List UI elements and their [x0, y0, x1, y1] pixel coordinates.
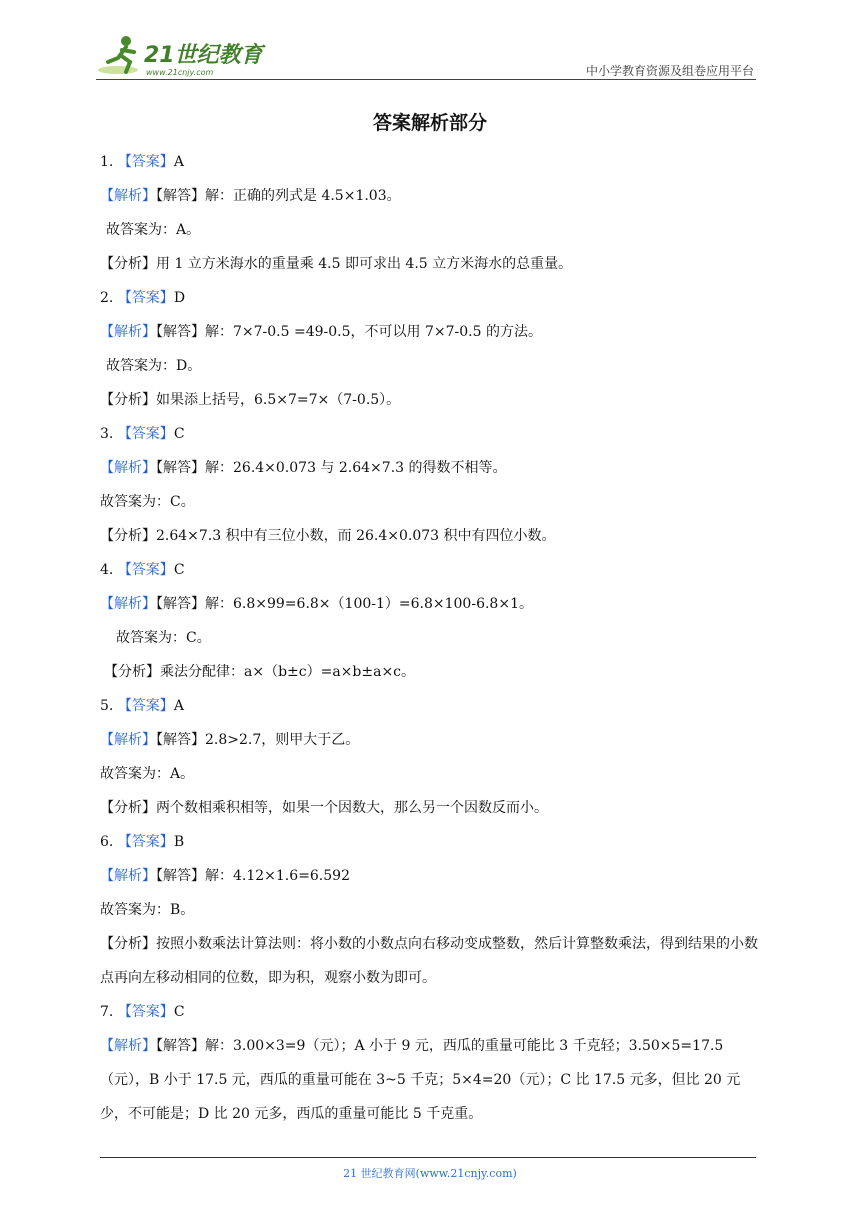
- jieda-tag: 【解答】: [156, 460, 205, 476]
- answer-tag: 【答案】: [117, 698, 174, 714]
- jiexi-tag: 【解析】: [100, 596, 156, 612]
- fenxi-tag: 【分析】: [100, 936, 156, 952]
- page-header: [96, 30, 756, 80]
- jieda-tag: 【解答】: [156, 324, 205, 340]
- solution-text: 解：4.12×1.6=6.592: [205, 868, 350, 884]
- answer-tag: 【答案】: [117, 426, 174, 442]
- fenxi-tag: 【分析】: [104, 664, 160, 680]
- analysis-line: [100, 791, 764, 825]
- answer-value: A: [173, 698, 184, 714]
- conclusion-line: 故答案为：C。: [116, 630, 211, 646]
- analysis-text: 2.64×7.3 积中有三位小数，而 26.4×0.073 积中有四位小数。: [156, 528, 556, 544]
- answer-value: D: [173, 290, 186, 306]
- analysis-line: [100, 247, 764, 281]
- fenxi-tag: 【分析】: [100, 528, 156, 544]
- solution-text: 解：7×7-0.5 =49-0.5，不可以用 7×7-0.5 的方法。: [205, 324, 542, 340]
- jiexi-tag: 【解析】: [100, 1038, 156, 1054]
- conclusion-line: 故答案为：D。: [106, 358, 202, 374]
- fenxi-tag: 【分析】: [100, 800, 156, 816]
- solution-text: 解：3.00×3=9（元）；A 小于 9 元，西瓜的重量可能比 3 千克轻；3.50×5=17.5（元），B 小于 17.5 元，西瓜的重量可能在 3~5 千克；5×4=20（元）；C 比 17.5 元多，但比 20 元少，不可能是；D 比 20 元多，西瓜的重量可能比 5 千克重。: [100, 1038, 741, 1122]
- platform-name: 中小学教育资源及组卷应用平台: [585, 64, 754, 78]
- answer-section: [100, 145, 764, 1131]
- analysis-text: 两个数相乘积相等，如果一个因数大，那么另一个因数反而小。: [156, 800, 548, 816]
- header-divider: [96, 79, 756, 80]
- solution-text: 2.8>2.7，则甲大于乙。: [205, 732, 360, 748]
- solution-line: [100, 859, 764, 893]
- jiexi-tag: 【解析】: [100, 460, 156, 476]
- analysis-text: 用 1 立方米海水的重量乘 4.5 即可求出 4.5 立方米海水的总重量。: [156, 256, 573, 272]
- question-number: 7.: [100, 1004, 114, 1020]
- logo-url: www.21cnjy.com: [146, 68, 214, 77]
- jieda-tag: 【解答】: [156, 868, 205, 884]
- answer-tag: 【答案】: [117, 290, 174, 306]
- runner-logo-icon: [96, 32, 266, 78]
- answer-tag: 【答案】: [117, 562, 174, 578]
- answer-value: A: [173, 154, 184, 170]
- fenxi-tag: 【分析】: [100, 392, 156, 408]
- answer-line: [100, 145, 764, 179]
- conclusion-line: 故答案为：B。: [100, 902, 195, 918]
- jiexi-tag: 【解析】: [100, 188, 156, 204]
- solution-line: [100, 179, 764, 213]
- jieda-tag: 【解答】: [156, 188, 205, 204]
- answer-line: [100, 995, 764, 1029]
- fenxi-tag: 【分析】: [100, 256, 156, 272]
- footer-divider: [100, 1157, 756, 1158]
- solution-text: 解：正确的列式是 4.5×1.03。: [205, 188, 401, 204]
- answer-line: [100, 689, 764, 723]
- analysis-line: [100, 383, 764, 417]
- solution-text: 解：6.8×99=6.8×（100-1）=6.8×100-6.8×1。: [205, 596, 533, 612]
- question-number: 2.: [100, 290, 114, 306]
- footer-text: 21 世纪教育网(www.21cnjy.com): [343, 1167, 517, 1180]
- analysis-line: [100, 519, 764, 553]
- solution-line: [100, 587, 764, 621]
- jieda-tag: 【解答】: [156, 732, 205, 748]
- answer-tag: 【答案】: [117, 1004, 174, 1020]
- logo-text: 21世纪教育: [144, 43, 263, 68]
- jieda-tag: 【解答】: [156, 596, 205, 612]
- answer-line: [100, 825, 764, 859]
- analysis-line: [100, 655, 764, 689]
- answer-line: [100, 553, 764, 587]
- answer-value: C: [173, 562, 185, 578]
- solution-line: [100, 315, 764, 349]
- analysis-text: 乘法分配律：a×（b±c）=a×b±a×c。: [160, 664, 416, 680]
- question-number: 3.: [100, 426, 114, 442]
- solution-text: 解：26.4×0.073 与 2.64×7.3 的得数不相等。: [205, 460, 507, 476]
- jiexi-tag: 【解析】: [100, 324, 156, 340]
- jiexi-tag: 【解析】: [100, 868, 156, 884]
- analysis-text: 按照小数乘法计算法则：将小数的小数点向右移动变成整数，然后计算整数乘法，得到结果的小数点再向左移动相同的位数，即为积，观察小数为即可。: [100, 936, 758, 986]
- question-number: 4.: [100, 562, 114, 578]
- question-number: 1.: [100, 154, 114, 170]
- page-title: 答案解析部分: [372, 112, 487, 134]
- answer-line: [100, 281, 764, 315]
- conclusion-line: 故答案为：A。: [106, 222, 201, 238]
- question-number: 6.: [100, 834, 114, 850]
- answer-value: B: [173, 834, 185, 850]
- conclusion-line: 故答案为：A。: [100, 766, 195, 782]
- answer-tag: 【答案】: [117, 834, 174, 850]
- answer-line: [100, 417, 764, 451]
- question-number: 5.: [100, 698, 114, 714]
- logo: [96, 32, 266, 78]
- solution-line: [100, 723, 764, 757]
- jiexi-tag: 【解析】: [100, 732, 156, 748]
- answer-tag: 【答案】: [117, 154, 174, 170]
- analysis-paragraph: [100, 927, 764, 995]
- solution-paragraph: [100, 1029, 764, 1131]
- conclusion-line: 故答案为：C。: [100, 494, 195, 510]
- answer-value: C: [173, 426, 185, 442]
- analysis-text: 如果添上括号，6.5×7=7×（7-0.5）。: [156, 392, 401, 408]
- solution-line: [100, 451, 764, 485]
- answer-value: C: [173, 1004, 185, 1020]
- jieda-tag: 【解答】: [156, 1038, 205, 1054]
